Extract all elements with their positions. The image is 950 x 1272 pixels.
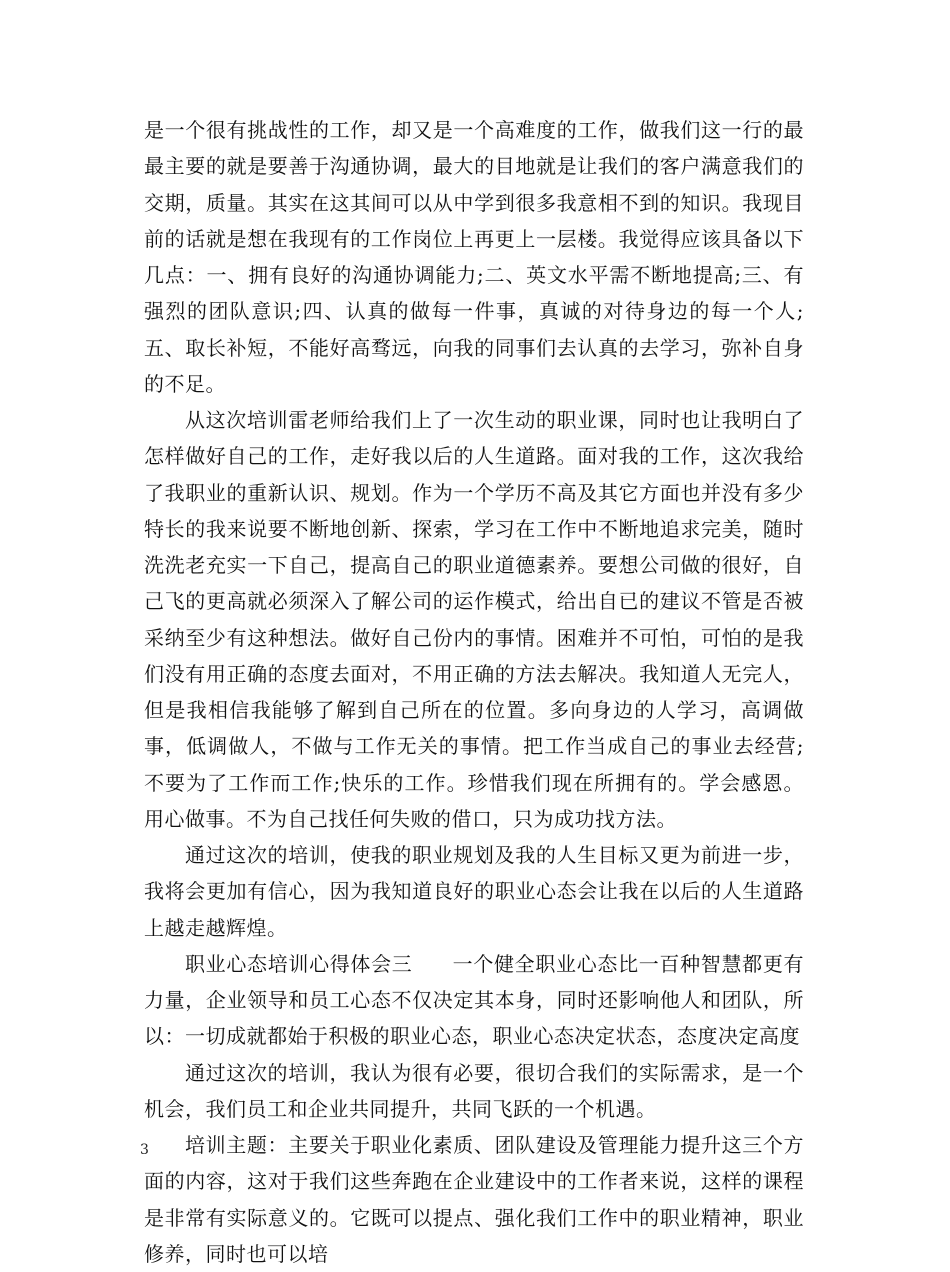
- paragraph-3: 通过这次的培训，使我的职业规划及我的人生目标又更为前进一步，我将会更加有信心，因为我知道良好的职业心态会让我在以后的人生道路上越走越辉煌。: [144, 843, 804, 940]
- page-number: 3: [140, 1142, 149, 1158]
- page-body: [144, 112, 804, 1272]
- paragraph-4: [144, 946, 804, 1055]
- paragraph-2: 从这次培训雷老师给我们上了一次生动的职业课，同时也让我明白了怎样做好自己的工作，走好我以后的人生道路。面对我的工作，这次我给了我职业的重新认识、规划。作为一个学历不高及其它方面也并没有多少特长的我来说要不断地创新、探索，学习在工作中不断地追求完美，随时洗洗老充实一下自己，提高自己的职业道德素养。要想公司做的很好，自己飞的更高就必须深入了解公司的运作模式，给出自已的建议不管是否被采纳至少有这种想法。做好自己份内的事情。困难并不可怕，可怕的是我们没有用正确的态度去面对，不用正确的方法去解决。我知道人无完人，但是我相信我能够了解到自己所在的位置。多向身边的人学习，高调做事，低调做人，不做与工作无关的事情。把工作当成自己的事业去经营;不要为了工作而工作;快乐的工作。珍惜我们现在所拥有的。学会感恩。用心做事。不为自己找任何失败的借口，只为成功找方法。: [144, 408, 804, 831]
- paragraph-5: 通过这次的培训，我认为很有必要，很切合我们的实际需求，是一个机会，我们员工和企业共同提升，共同飞跃的一个机遇。: [144, 1060, 804, 1121]
- paragraph-1: 是一个很有挑战性的工作，却又是一个高难度的工作，做我们这一行的最最主要的就是要善于沟通协调，最大的目地就是让我们的客户满意我们的交期，质量。其实在这其间可以从中学到很多我意相不到的知识。我现目前的话就是想在我现有的工作岗位上再更上一层楼。我觉得应该具备以下几点：一、拥有良好的沟通协调能力;二、英文水平需不断地提高;三、有强烈的团队意识;四、认真的做每一件事，真诚的对待身边的每一个人;五、取长补短，不能好高骛远，向我的同事们去认真的去学习，弥补自身的不足。: [144, 118, 804, 396]
- section-heading: 职业心态培训心得体会三: [185, 951, 413, 976]
- paragraph-4-text: 一个健全职业心态比一百种智慧都更有力量，企业领导和员工心态不仅决定其本身，同时还影响他人和团队，所以：一切成就都始于积极的职业心态，职业心态决定状态，态度决定高度: [144, 951, 805, 1049]
- paragraph-6: 培训主题：主要关于职业化素质、团队建设及管理能力提升这三个方面的内容，这对于我们这些奔跑在企业建设中的工作者来说，这样的课程是非常有实际意义的。它既可以提点、强化我们工作中的职业精神，职业修养，同时也可以培: [144, 1133, 804, 1266]
